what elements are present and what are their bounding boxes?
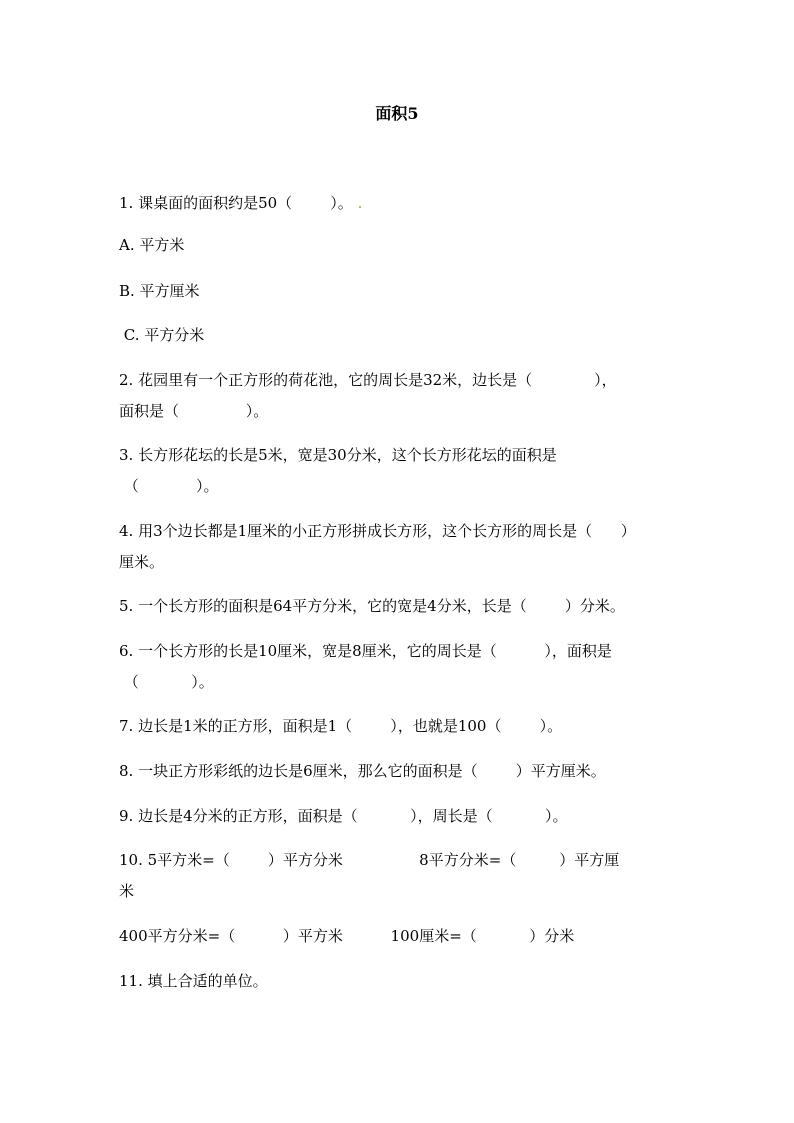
page-title: 面积5 [375, 104, 419, 123]
q2-text-cont: 面积是（ ）。 [119, 402, 269, 420]
stray-mark: . [357, 194, 363, 212]
q7-text: 7. 边长是1米的正方形，面积是1（ ），也就是100（ ）。 [119, 717, 563, 735]
q10-text: 10. 5平方米=（ ）平方分米 8平方分米=（ ）平方厘 [119, 851, 620, 869]
q10-text-row2: 400平方分米=（ ）平方米 100厘米=（ ）分米 [119, 927, 575, 945]
q1-option-c: C. 平方分米 [119, 326, 205, 344]
q4-text: 4. 用3个边长都是1厘米的小正方形拼成长方形，这个长方形的周长是（ ） [119, 522, 636, 540]
q9-text: 9. 边长是4分米的正方形，面积是（ ），周长是（ ）。 [119, 807, 568, 825]
q3-text-cont: （ ）。 [119, 477, 219, 495]
q8-text: 8. 一块正方形彩纸的边长是6厘米，那么它的面积是（ ）平方厘米。 [119, 762, 606, 780]
q6-text-cont: （ ）。 [119, 673, 214, 691]
q11-text: 11. 填上合适的单位。 [119, 972, 268, 990]
q1-option-a: A. 平方米 [119, 236, 185, 254]
q10-text-cont: 米 [119, 882, 135, 900]
q2-text: 2. 花园里有一个正方形的荷花池，它的周长是32米，边长是（ ）， [119, 371, 617, 389]
q1-option-b: B. 平方厘米 [119, 282, 200, 300]
q4-text-cont: 厘米。 [119, 553, 165, 571]
q5-text: 5. 一个长方形的面积是64平方分米，它的宽是4分米，长是（ ）分米。 [119, 597, 625, 615]
q3-text: 3. 长方形花坛的长是5米，宽是30分米，这个长方形花坛的面积是 [119, 446, 557, 464]
q1-text: 1. 课桌面的面积约是50（ ）。 . [119, 194, 363, 212]
q6-text: 6. 一个长方形的长是10厘米，宽是8厘米，它的周长是（ ），面积是 [119, 642, 612, 660]
